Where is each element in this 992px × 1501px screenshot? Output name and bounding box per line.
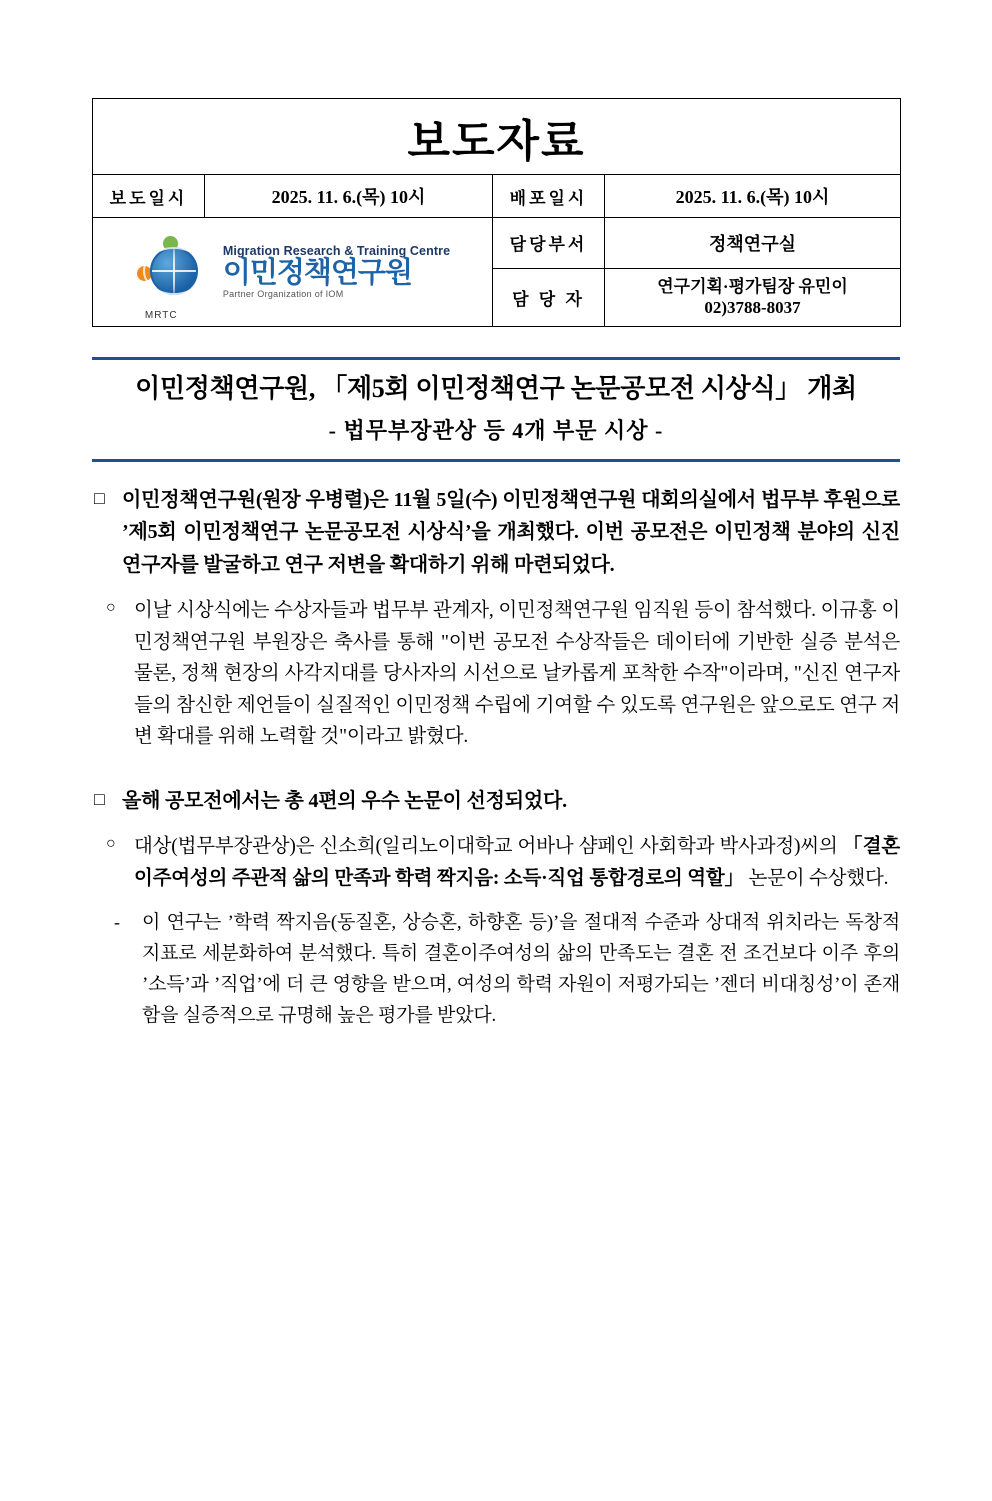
paragraph-3-text: 올해 공모전에서는 총 4편의 우수 논문이 선정되었다.	[122, 789, 567, 812]
paragraph-4-text	[134, 831, 900, 894]
contact-person-phone: 02)3788-8037	[704, 298, 801, 318]
paragraph-4-suffix: 논문이 수상했다.	[743, 867, 889, 889]
contact-person-label: 담 당 자	[493, 268, 605, 326]
table-row-dept	[93, 218, 901, 269]
paragraph-1-text: 이민정책연구원(원장 우병렬)은 11월 5일(수) 이민정책연구원 대회의실에서 법무부 후원으로 ’제5회 이민정책연구 논문공모전 시상식’을 개최했다. 이번 공모전은 이민정책 분야의 신진 연구자를 발굴하고 연구 저변을 확대하기 위해 마련되었다.	[122, 488, 900, 576]
logo-korean-name: 이민정책연구원	[222, 256, 412, 289]
table-row-title	[93, 99, 901, 175]
press-date-label: 보도일시	[93, 175, 205, 218]
headline-main: 이민정책연구원, 「제5회 이민정책연구 논문공모전 시상식」 개최	[135, 374, 857, 403]
contact-person-name: 연구기획·평가팀장 유민이	[657, 277, 848, 297]
paragraph-1	[92, 484, 900, 581]
distribution-date-label: 배포일시	[493, 175, 605, 218]
paragraph-4	[92, 831, 900, 894]
department-value: 정책연구실	[605, 218, 901, 269]
paragraph-2	[92, 595, 900, 753]
table-row-dates	[93, 175, 901, 218]
bullet-circle-icon-2: ○	[106, 835, 116, 853]
logo-english-top: Migration Research & Training Centre	[222, 243, 451, 258]
organization-logo	[93, 218, 493, 327]
header-info-table	[92, 98, 901, 327]
headline-sub: - 법무부장관상 등 4개 부문 시상 -	[328, 417, 664, 443]
bullet-circle-icon: ○	[106, 598, 116, 616]
globe-icon	[135, 232, 209, 321]
document-title: 보도자료	[93, 99, 901, 175]
bullet-square-icon-2: □	[94, 788, 105, 809]
paragraph-5	[92, 908, 900, 1031]
department-label: 담당부서	[493, 218, 605, 269]
bullet-dash-icon: -	[114, 912, 120, 933]
paragraph-4-prefix: 대상(법무부장관상)은 신소희(일리노이대학교 어바나 샴페인 사회학과 박사과정)씨의	[134, 836, 843, 858]
logo-english-bottom: Partner Organization of IOM	[222, 288, 344, 299]
bullet-square-icon: □	[94, 487, 105, 508]
contact-person-value	[605, 268, 901, 326]
paragraph-5-text: 이 연구는 ’학력 짝지음(동질혼, 상승혼, 하향혼 등)’을 절대적 수준과 상대적 위치라는 독창적 지표로 세분화하여 분석했다. 특히 결혼이주여성의 삶의 만족도는 결혼 전 조건보다 이주 후의 ’소득’과 ’직업’에 더 큰 영향을 받으며, 여성의 학력 자원이 저평가되는 ’젠더 비대칭성’이 존재함을 실증적으로 규명해 높은 평가를 받았다.	[142, 912, 900, 1026]
press-date-value: 2025. 11. 6.(목) 10시	[205, 175, 493, 218]
logo-mark-caption: MRTC	[144, 310, 178, 321]
distribution-date-value: 2025. 11. 6.(목) 10시	[605, 175, 901, 218]
paragraph-2-text: 이날 시상식에는 수상자들과 법무부 관계자, 이민정책연구원 임직원 등이 참석했다. 이규홍 이민정책연구원 부원장은 축사를 통해 "이번 공모전 수상작들은 데이터에 기반한 실증 분석은 물론, 정책 현장의 사각지대를 당사자의 시선으로 날카롭게 포착한 수작"이라며, "신진 연구자들의 참신한 제언들이 실질적인 이민정책 수립에 기여할 수 있도록 연구원은 앞으로도 연구 저변 확대를 위해 노력할 것"이라고 밝혔다.	[134, 599, 900, 748]
headline-block	[92, 357, 900, 462]
globe-sphere-icon	[150, 247, 198, 295]
paragraph-3	[92, 785, 900, 817]
paragraph-4-emphasis: 「결혼이주여성의 주관적 삶의 만족과 학력 짝지음: 소득·직업 통합경로의 역할」	[134, 836, 900, 889]
body-content	[92, 484, 900, 1032]
press-release-page	[0, 98, 992, 1501]
